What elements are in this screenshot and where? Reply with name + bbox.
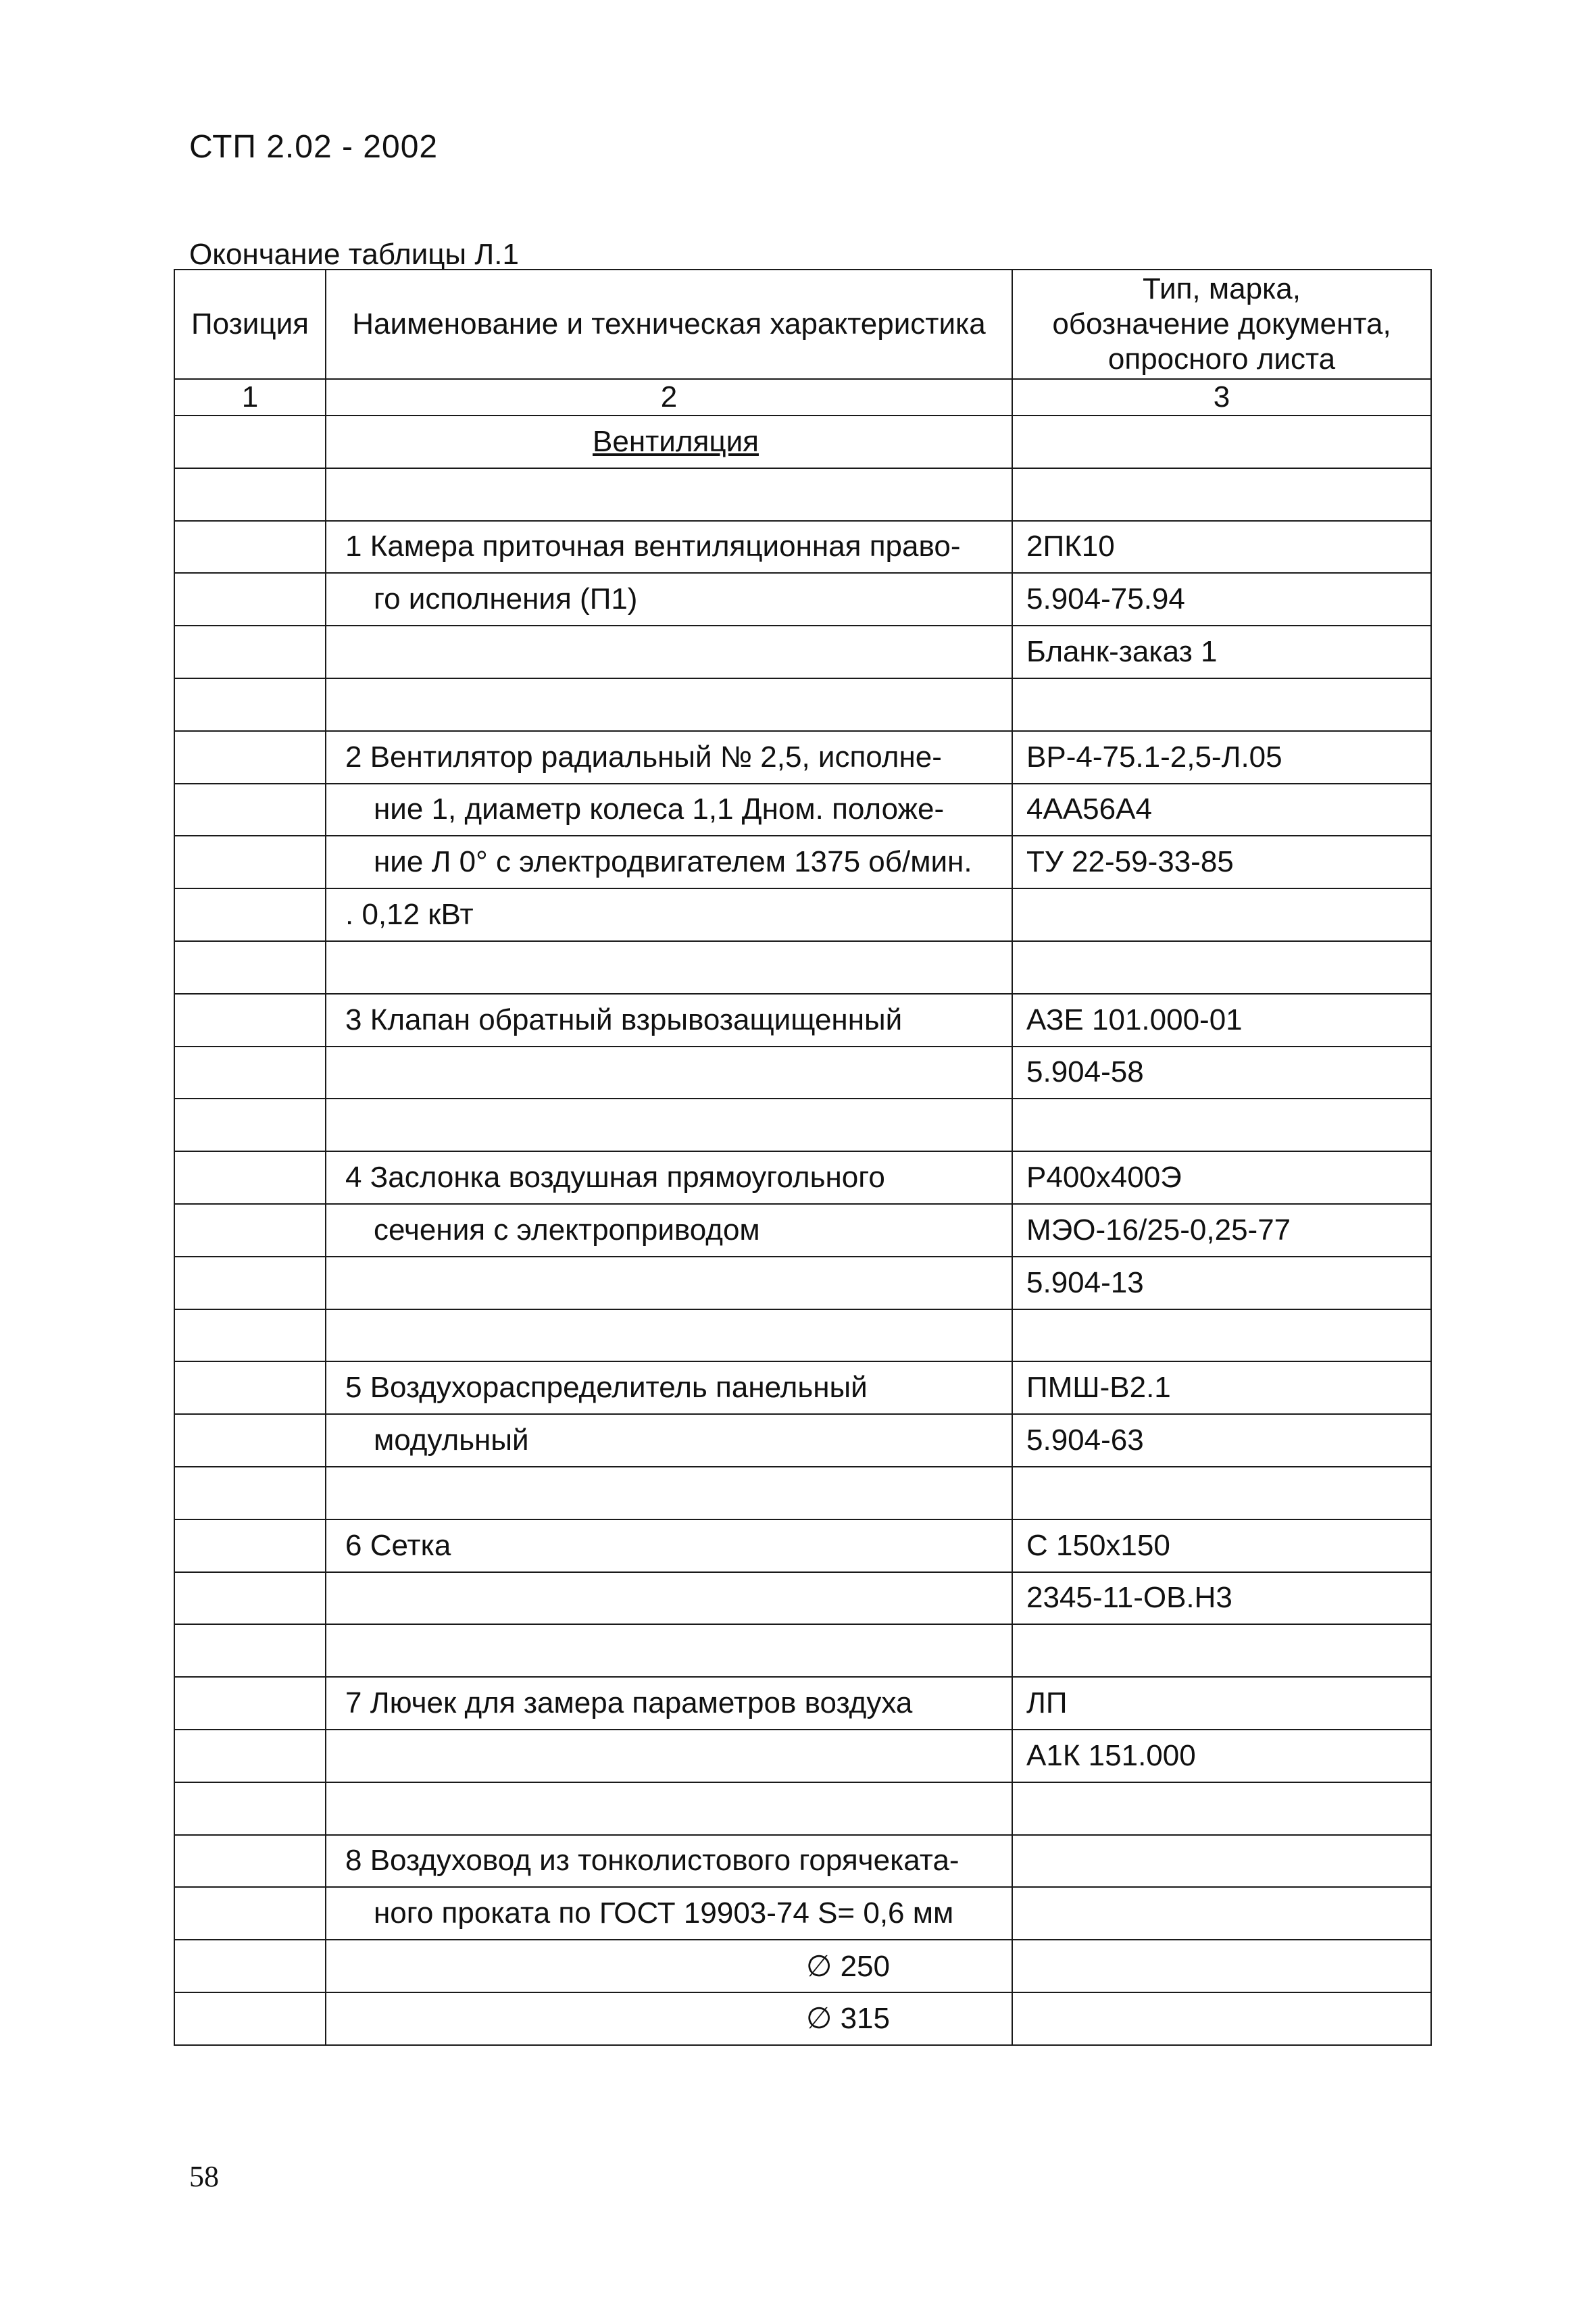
column-header-type-line: Тип, марка, bbox=[1143, 272, 1301, 305]
table-row bbox=[174, 836, 1431, 888]
cell-type bbox=[1012, 1099, 1431, 1151]
cell-name: 6 Сетка bbox=[326, 1519, 1012, 1572]
cell-name bbox=[326, 1572, 1012, 1625]
cell-position bbox=[174, 521, 326, 574]
table-row bbox=[174, 1624, 1431, 1677]
cell-type bbox=[1012, 678, 1431, 731]
table-row bbox=[174, 1257, 1431, 1309]
table-row bbox=[174, 1992, 1431, 2045]
table-row bbox=[174, 678, 1431, 731]
cell-type: АЗЕ 101.000-01 bbox=[1012, 994, 1431, 1047]
section-row bbox=[174, 416, 1431, 468]
cell-type bbox=[1012, 1309, 1431, 1362]
cell-name: 2 Вентилятор радиальный № 2,5, исполне- bbox=[326, 731, 1012, 784]
cell-type: Бланк-заказ 1 bbox=[1012, 626, 1431, 678]
cell-type: 5.904-58 bbox=[1012, 1047, 1431, 1099]
table-row bbox=[174, 1730, 1431, 1782]
cell-name bbox=[326, 1099, 1012, 1151]
cell-type: 5.904-75.94 bbox=[1012, 573, 1431, 626]
cell-position bbox=[174, 1257, 326, 1309]
cell-type bbox=[1012, 1624, 1431, 1677]
cell-type bbox=[1012, 1992, 1431, 2045]
column-header-type-line: обозначение документа, bbox=[1052, 307, 1391, 341]
cell-name bbox=[326, 1309, 1012, 1362]
cell-type: ПМШ-В2.1 bbox=[1012, 1361, 1431, 1414]
cell-position bbox=[174, 1572, 326, 1625]
cell-name: 5 Воздухораспределитель панельный bbox=[326, 1361, 1012, 1414]
cell-position bbox=[174, 1204, 326, 1257]
cell-type: 5.904-13 bbox=[1012, 1257, 1431, 1309]
document-code: СТП 2.02 - 2002 bbox=[189, 129, 439, 165]
table-header-row bbox=[174, 270, 1431, 379]
cell-type bbox=[1012, 888, 1431, 941]
table-row bbox=[174, 573, 1431, 626]
cell-position bbox=[174, 1309, 326, 1362]
section-title: Вентиляция bbox=[593, 424, 759, 458]
cell-name: го исполнения (П1) bbox=[326, 573, 1012, 626]
column-number: 1 bbox=[174, 379, 326, 416]
table-caption: Окончание таблицы Л.1 bbox=[189, 238, 519, 271]
cell-name: 1 Камера приточная вентиляционная право- bbox=[326, 521, 1012, 574]
cell-name: 3 Клапан обратный взрывозащищенный bbox=[326, 994, 1012, 1047]
cell-position bbox=[174, 1730, 326, 1782]
table-row bbox=[174, 1467, 1431, 1519]
cell-type: А1К 151.000 bbox=[1012, 1730, 1431, 1782]
cell-position bbox=[174, 1887, 326, 1940]
cell-type: С 150х150 bbox=[1012, 1519, 1431, 1572]
cell-position bbox=[174, 626, 326, 678]
cell-position bbox=[174, 468, 326, 521]
cell-position bbox=[174, 836, 326, 888]
table-row bbox=[174, 1782, 1431, 1835]
column-header-name: Наименование и техническая характеристика bbox=[326, 270, 1012, 379]
cell-type bbox=[1012, 468, 1431, 521]
cell-position bbox=[174, 1782, 326, 1835]
cell-type bbox=[1012, 416, 1431, 468]
table-row bbox=[174, 731, 1431, 784]
cell-position bbox=[174, 1151, 326, 1204]
cell-type: МЭО-16/25-0,25-77 bbox=[1012, 1204, 1431, 1257]
cell-position bbox=[174, 416, 326, 468]
cell-position bbox=[174, 1940, 326, 1992]
cell-position bbox=[174, 678, 326, 731]
cell-name bbox=[326, 1782, 1012, 1835]
table-row bbox=[174, 1835, 1431, 1888]
cell-name bbox=[326, 468, 1012, 521]
cell-name: 4 Заслонка воздушная прямоугольного bbox=[326, 1151, 1012, 1204]
cell-name: ∅ 250 bbox=[326, 1940, 1012, 1992]
table-row bbox=[174, 1414, 1431, 1467]
cell-name bbox=[326, 1467, 1012, 1519]
page-number: 58 bbox=[189, 2160, 219, 2193]
cell-type: ТУ 22-59-33-85 bbox=[1012, 836, 1431, 888]
cell-type: ВР-4-75.1-2,5-Л.05 bbox=[1012, 731, 1431, 784]
cell-type bbox=[1012, 1835, 1431, 1888]
cell-type: 2345-11-ОВ.Н3 bbox=[1012, 1572, 1431, 1625]
cell-type bbox=[1012, 1887, 1431, 1940]
cell-type: 5.904-63 bbox=[1012, 1414, 1431, 1467]
table-row bbox=[174, 1099, 1431, 1151]
table-row bbox=[174, 1151, 1431, 1204]
table-row bbox=[174, 784, 1431, 836]
column-header-position: Позиция bbox=[174, 270, 326, 379]
table-row bbox=[174, 994, 1431, 1047]
cell-type bbox=[1012, 1782, 1431, 1835]
table-row bbox=[174, 1677, 1431, 1730]
table-row bbox=[174, 521, 1431, 574]
cell-position bbox=[174, 731, 326, 784]
table-row bbox=[174, 1940, 1431, 1992]
cell-name bbox=[326, 1257, 1012, 1309]
cell-name: модульный bbox=[326, 1414, 1012, 1467]
cell-position bbox=[174, 573, 326, 626]
cell-position bbox=[174, 784, 326, 836]
cell-name bbox=[326, 1624, 1012, 1677]
cell-type: 2ПК10 bbox=[1012, 521, 1431, 574]
cell-position bbox=[174, 1414, 326, 1467]
cell-position bbox=[174, 1519, 326, 1572]
cell-type bbox=[1012, 1940, 1431, 1992]
column-number: 2 bbox=[326, 379, 1012, 416]
table-row bbox=[174, 888, 1431, 941]
table-row bbox=[174, 1309, 1431, 1362]
table-row bbox=[174, 1887, 1431, 1940]
cell-position bbox=[174, 994, 326, 1047]
table-row bbox=[174, 1204, 1431, 1257]
cell-position bbox=[174, 941, 326, 994]
cell-position bbox=[174, 1677, 326, 1730]
cell-name bbox=[326, 1730, 1012, 1782]
cell-name: . 0,12 кВт bbox=[326, 888, 1012, 941]
cell-name bbox=[326, 626, 1012, 678]
cell-position bbox=[174, 1992, 326, 2045]
cell-position bbox=[174, 1047, 326, 1099]
column-number: 3 bbox=[1012, 379, 1431, 416]
column-header-type-line: опросного листа bbox=[1107, 343, 1336, 376]
cell-position bbox=[174, 1467, 326, 1519]
cell-position bbox=[174, 1624, 326, 1677]
cell-type: 4АА56А4 bbox=[1012, 784, 1431, 836]
cell-type bbox=[1012, 941, 1431, 994]
cell-name: 8 Воздуховод из тонколистового горячеката- bbox=[326, 1835, 1012, 1888]
cell-position bbox=[174, 1835, 326, 1888]
cell-name: ного проката по ГОСТ 19903-74 S= 0,6 мм bbox=[326, 1887, 1012, 1940]
cell-name bbox=[326, 941, 1012, 994]
cell-type: ЛП bbox=[1012, 1677, 1431, 1730]
cell-position bbox=[174, 1361, 326, 1414]
table-row bbox=[174, 1361, 1431, 1414]
cell-name bbox=[326, 1047, 1012, 1099]
table-row bbox=[174, 1572, 1431, 1625]
cell-type bbox=[1012, 1467, 1431, 1519]
cell-name bbox=[326, 678, 1012, 731]
table-row bbox=[174, 468, 1431, 521]
section-title-cell bbox=[326, 416, 1012, 468]
table-row bbox=[174, 1519, 1431, 1572]
cell-name: ние Л 0° с электродвигателем 1375 об/мин. bbox=[326, 836, 1012, 888]
cell-name: 7 Лючек для замера параметров воздуха bbox=[326, 1677, 1012, 1730]
table-row bbox=[174, 1047, 1431, 1099]
table-row bbox=[174, 626, 1431, 678]
column-number-row bbox=[174, 379, 1431, 416]
cell-type: Р400х400Э bbox=[1012, 1151, 1431, 1204]
cell-position bbox=[174, 888, 326, 941]
table-row bbox=[174, 941, 1431, 994]
cell-name: ние 1, диаметр колеса 1,1 Дном. положе- bbox=[326, 784, 1012, 836]
cell-position bbox=[174, 1099, 326, 1151]
cell-name: сечения с электроприводом bbox=[326, 1204, 1012, 1257]
cell-name: ∅ 315 bbox=[326, 1992, 1012, 2045]
column-header-type bbox=[1012, 270, 1431, 379]
specification-table bbox=[174, 269, 1432, 2046]
